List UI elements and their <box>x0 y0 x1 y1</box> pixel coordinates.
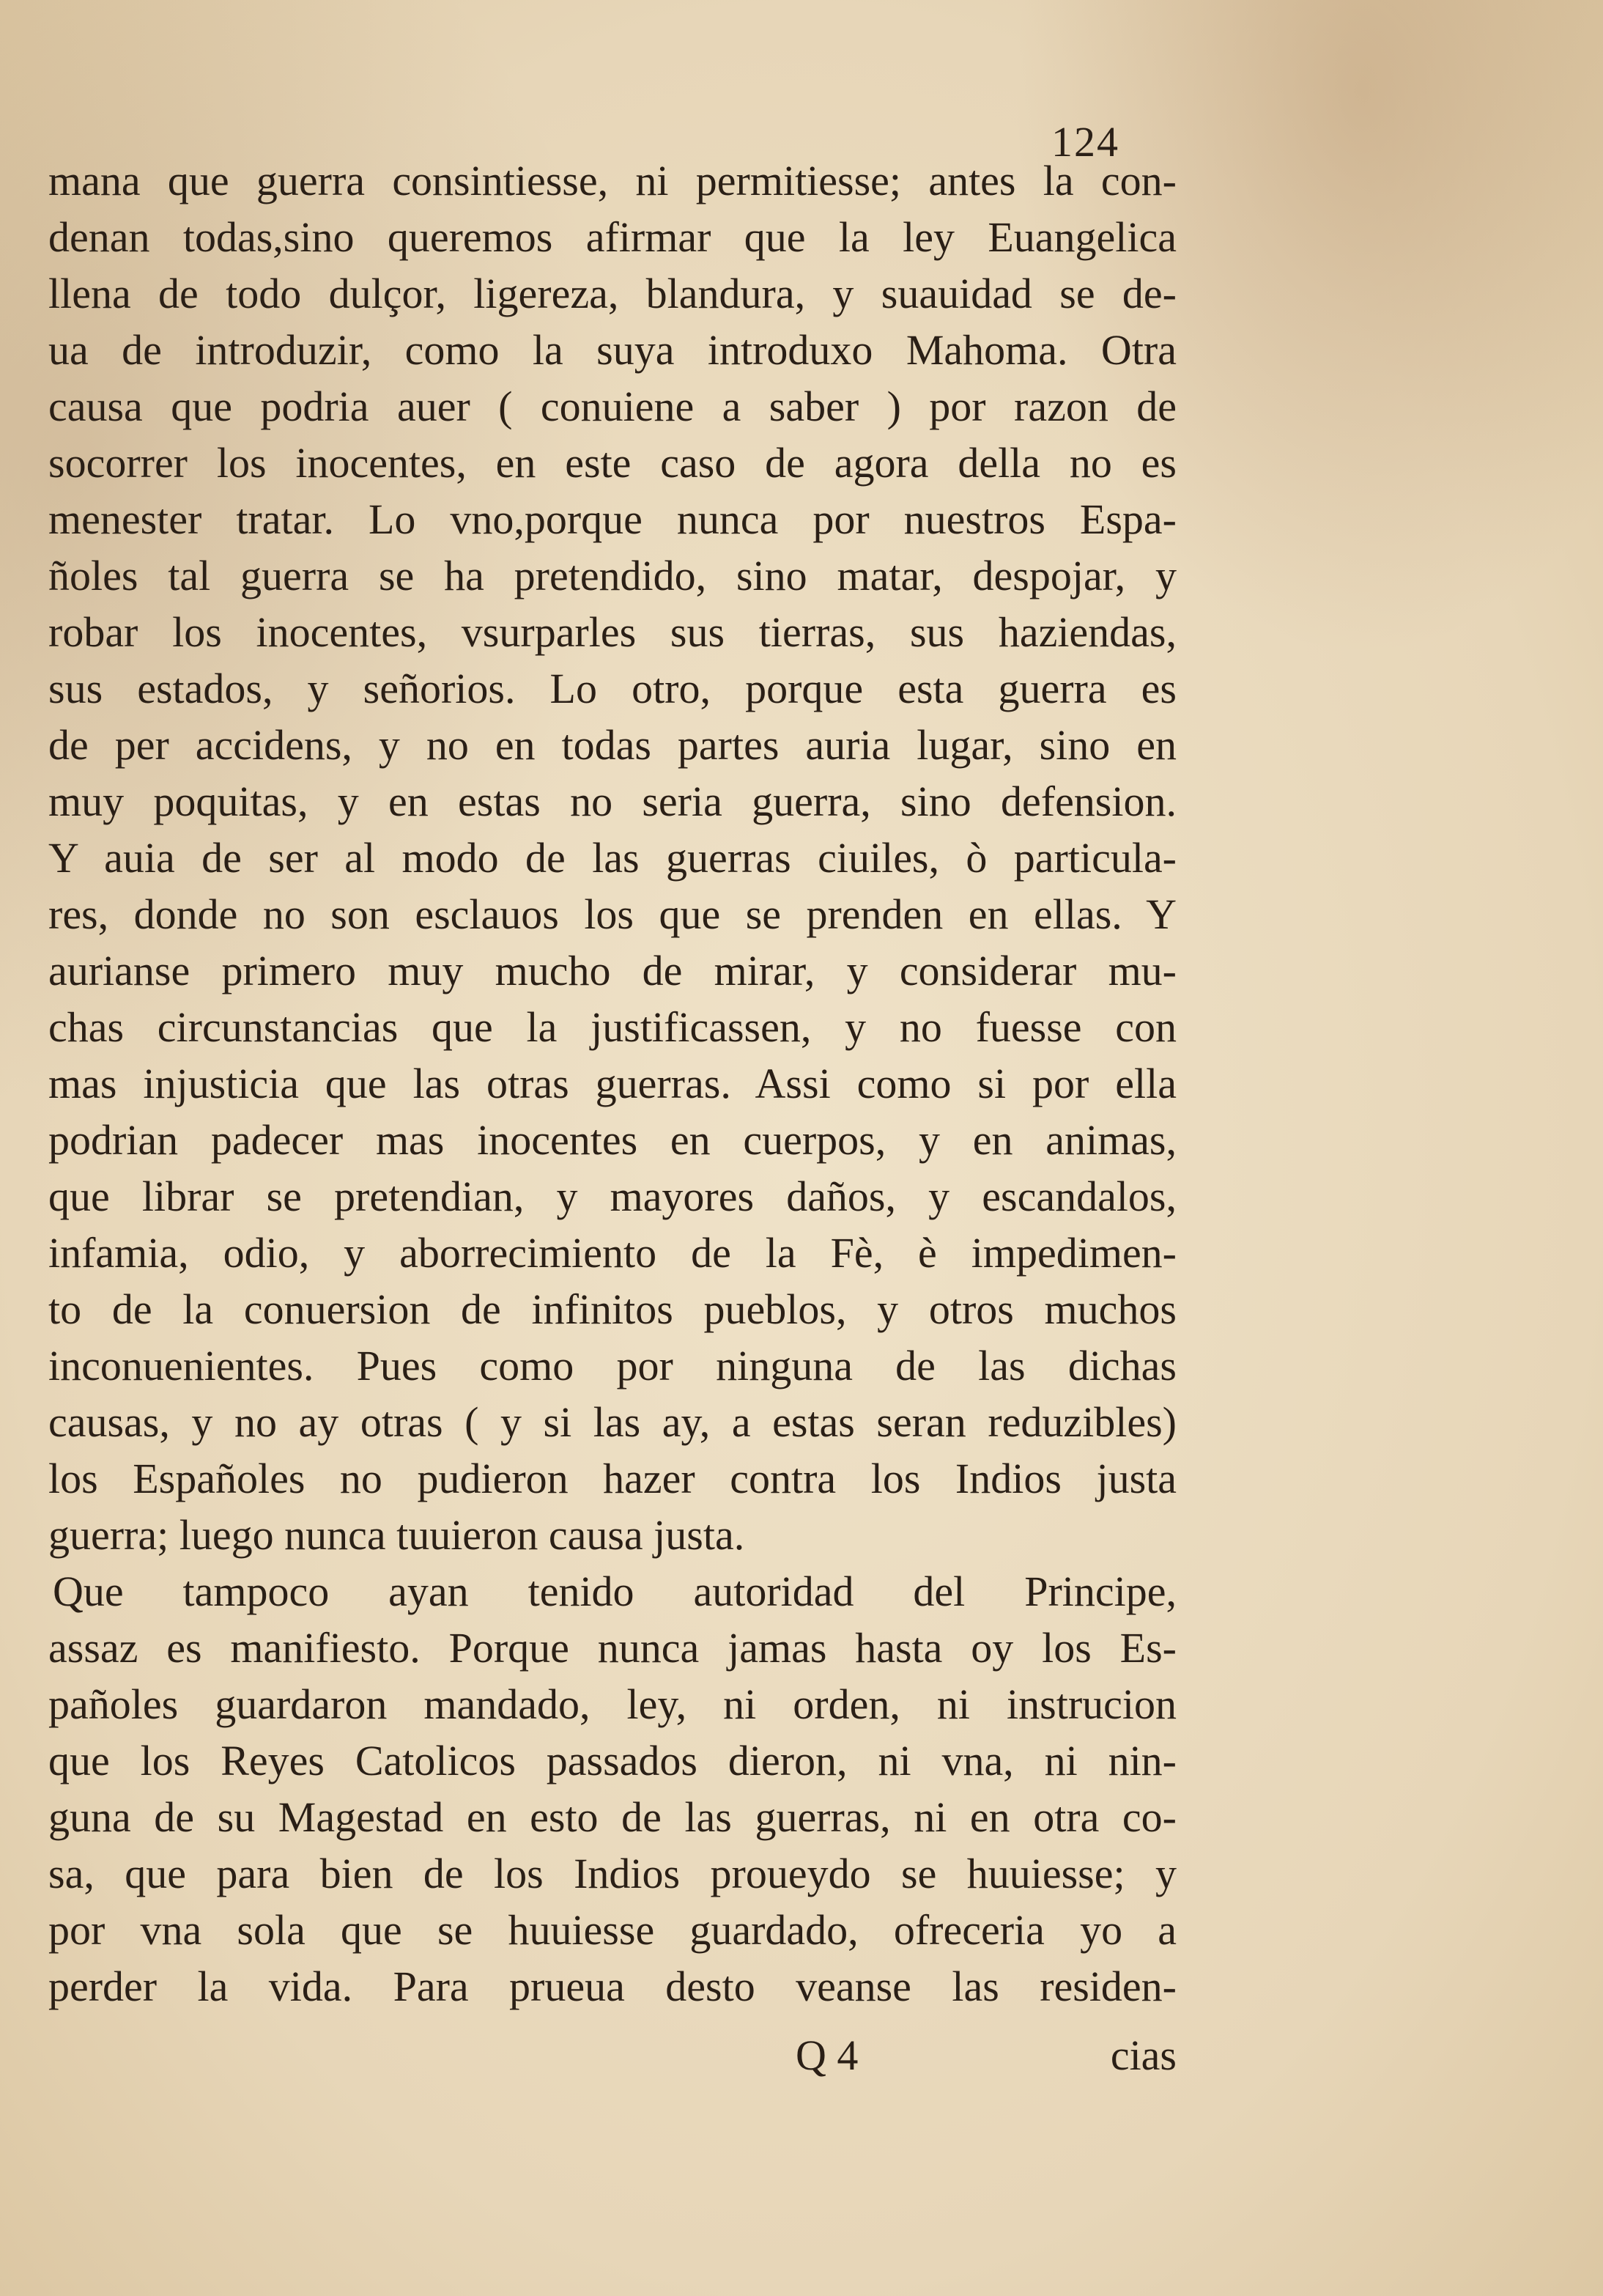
text-line: infamia, odio, y aborrecimiento de la Fè, è impedimen- <box>48 1229 1177 1277</box>
text-line: sa, que para bien de los Indios proueydo se huuiesse; y <box>48 1850 1177 1897</box>
text-line: aurianse primero muy mucho de mirar, y considerar mu- <box>48 947 1177 994</box>
page-number: 124 <box>1051 118 1119 166</box>
text-line: los Españoles no pudieron hazer contra los Indios justa <box>48 1455 1177 1502</box>
text-line: pañoles guardaron mandado, ley, ni orden, ni instrucion <box>48 1680 1177 1728</box>
signature-mark: Q 4 <box>796 2031 859 2079</box>
text-line: assaz es manifiesto. Porque nunca jamas hasta oy los Es- <box>48 1624 1177 1672</box>
text-line: Y auia de ser al modo de las guerras ciuiles, ò particula- <box>48 834 1177 882</box>
text-line: robar los inocentes, vsurparles sus tierras, sus haziendas, <box>48 608 1177 656</box>
body-text <box>48 152 1177 2015</box>
text-line: por vna sola que se huuiesse guardado, ofreceria yo a <box>48 1906 1177 1954</box>
text-line: que los Reyes Catolicos passados dieron, ni vna, ni nin- <box>48 1737 1177 1784</box>
text-line: denan todas,sino queremos afirmar que la ley Euangelica <box>48 213 1177 261</box>
text-line: mana que guerra consintiesse, ni permitiesse; antes la con- <box>48 157 1177 204</box>
text-line: to de la conuersion de infinitos pueblos, y otros muchos <box>48 1285 1177 1333</box>
text-line: sus estados, y señorios. Lo otro, porque esta guerra es <box>48 665 1177 712</box>
text-line: guna de su Magestad en esto de las guerras, ni en otra co- <box>48 1793 1177 1841</box>
text-line: ñoles tal guerra se ha pretendido, sino matar, despojar, y <box>48 552 1177 599</box>
text-line: de per accidens, y no en todas partes auria lugar, sino en <box>48 721 1177 769</box>
text-line: guerra; luego nunca tuuieron causa justa. <box>48 1511 745 1559</box>
text-line: res, donde no son esclauos los que se prenden en ellas. Y <box>48 890 1177 938</box>
text-line: ua de introduzir, como la suya introduxo Mahoma. Otra <box>48 326 1177 374</box>
page-footer <box>48 2027 1177 2083</box>
text-line: causas, y no ay otras ( y si las ay, a estas seran reduzibles) <box>48 1398 1177 1446</box>
text-line: menester tratar. Lo vno,porque nunca por nuestros Espa- <box>48 495 1177 543</box>
text-line: podrian padecer mas inocentes en cuerpos, y en animas, <box>48 1116 1177 1164</box>
text-line: perder la vida. Para prueua desto veanse las residen- <box>48 1963 1177 2010</box>
text-line: socorrer los inocentes, en este caso de agora della no es <box>48 439 1177 487</box>
text-line: Que tampoco ayan tenido autoridad del Principe, <box>53 1568 1177 1615</box>
text-line: muy poquitas, y en estas no seria guerra, sino defension. <box>48 778 1177 825</box>
text-line: llena de todo dulçor, ligereza, blandura, y suauidad se de- <box>48 270 1177 317</box>
catchword: cias <box>1110 2031 1177 2079</box>
text-line: chas circunstancias que la justificassen, y no fuesse con <box>48 1003 1177 1051</box>
text-line: inconuenientes. Pues como por ninguna de las dichas <box>48 1342 1177 1389</box>
text-line: que librar se pretendian, y mayores daños, y escandalos, <box>48 1173 1177 1220</box>
text-line: mas injusticia que las otras guerras. Assi como si por ella <box>48 1060 1177 1107</box>
text-line: causa que podria auer ( conuiene a saber ) por razon de <box>48 383 1177 430</box>
